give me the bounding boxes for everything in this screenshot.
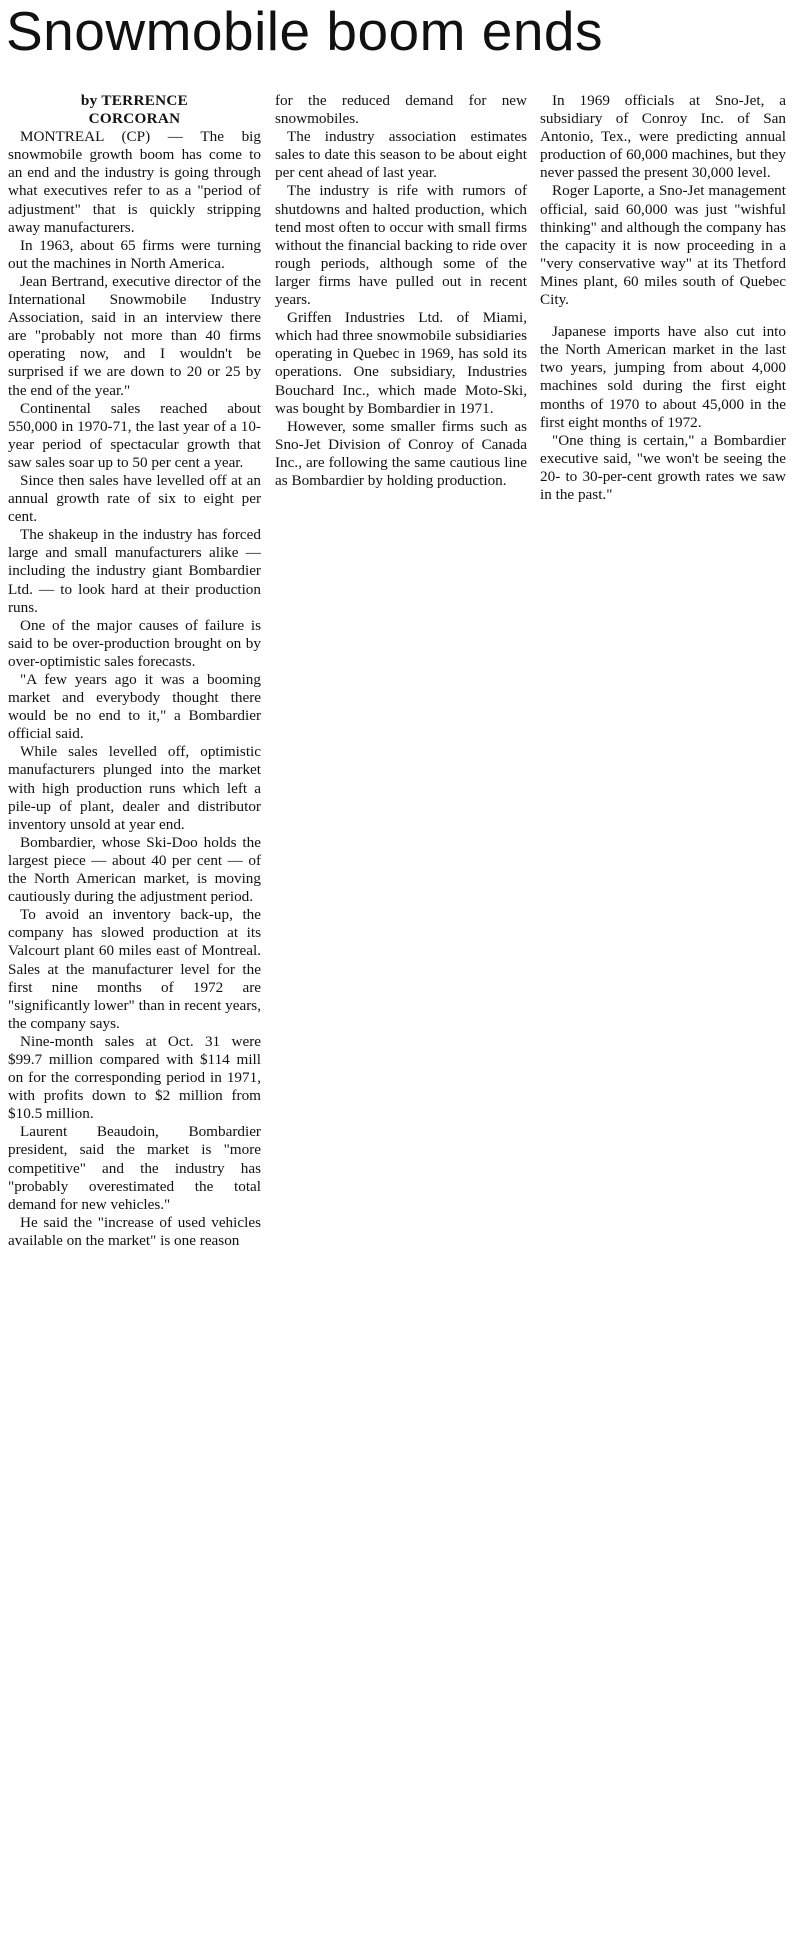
- paragraph: The industry association estimates sales to date this season to be about eight per cent ahead of last year.: [275, 128, 527, 182]
- paragraph: The industry is rife with rumors of shutdowns and halted production, which tend most often to occur with small firms without the financial backing to ride over rough periods, although some of the larger firms have pulled out in recent years.: [275, 182, 527, 309]
- article-column-3: [540, 92, 786, 504]
- byline-name: by TERRENCE: [80, 92, 189, 109]
- paragraph: Continental sales reached about 550,000 in 1970-71, the last year of a 10-year period of spectacular growth that saw sales soar up to 50 per cent a year.: [8, 399, 261, 471]
- paragraph: Japanese imports have also cut into the North American market in the last two years, jumping from about 4,000 machines sold during the first eight months of 1970 to about 45,000 in the first eight months of 1972.: [540, 323, 786, 431]
- article-column-2: [275, 92, 527, 490]
- headline: Snowmobile boom ends: [6, 0, 604, 62]
- paragraph: Roger Laporte, a Sno-Jet management official, said 60,000 was just "wishful thinking" and although the company has the capacity it is now proceeding in a "very conservative way" at its Thetford Mines plant, 60 miles south of Quebec City.: [540, 182, 786, 309]
- paragraph: "A few years ago it was a booming market and everybody thought there would be no end to it," a Bombardier official said.: [8, 671, 261, 743]
- paragraph: MONTREAL (CP) — The big snowmobile growth boom has come to an end and the industry is going through what executives refer to as a "period of adjustment" that is quickly stripping away manufacturers.: [8, 128, 261, 236]
- paragraph: He said the "increase of used vehicles available on the market" is one reason: [8, 1213, 261, 1249]
- paragraph: "One thing is certain," a Bombardier executive said, "we won't be seeing the 20- to 30-per-cent growth rates we saw in the past.": [540, 431, 786, 503]
- paragraph: Since then sales have levelled off at an annual growth rate of six to eight per cent.: [8, 471, 261, 526]
- byline-surname: CORCORAN: [88, 110, 181, 128]
- paragraph: In 1963, about 65 firms were turning out the machines in North America.: [8, 236, 261, 272]
- paragraph: In 1969 officials at Sno-Jet, a subsidiary of Conroy Inc. of San Antonio, Tex., were predicting annual production of 60,000 machines, but they never passed the present 30,000 level.: [540, 92, 786, 182]
- article-column-1: [8, 92, 261, 1250]
- paragraph: To avoid an inventory back-up, the company has slowed production at its Valcourt plant 60 miles east of Montreal. Sales at the manufacturer level for the first nine months of 1972 are "significantly lower" than in recent years, the company says.: [8, 906, 261, 1032]
- paragraph: While sales levelled off, optimistic manufacturers plunged into the market with high production runs which left a pile-up of plant, dealer and distributor inventory unsold at year end.: [8, 743, 261, 833]
- paragraph: Laurent Beaudoin, Bombardier president, said the market is "more competitive" and the industry has "probably overestimated the total demand for new vehicles.": [8, 1123, 261, 1213]
- paragraph: The shakeup in the industry has forced large and small manufacturers alike — including the industry giant Bombardier Ltd. — to look hard at their production runs.: [8, 526, 261, 616]
- paragraph: One of the major causes of failure is said to be over-production brought on by over-optimistic sales forecasts.: [8, 616, 261, 670]
- paragraph: Griffen Industries Ltd. of Miami, which had three snowmobile subsidiaries operating in Quebec in 1969, has sold its operations. One subsidiary, Industries Bouchard Inc., which made Moto-Ski, was bought by Bombardier in 1971.: [275, 309, 527, 417]
- paragraph: However, some smaller firms such as Sno-Jet Division of Conroy of Canada Inc., are following the same cautious line as Bombardier by holding production.: [275, 417, 527, 489]
- paragraph: for the reduced demand for new snowmobiles.: [275, 92, 527, 128]
- paragraph: Bombardier, whose Ski-Doo holds the largest piece — about 40 per cent — of the North American market, is moving cautiously during the adjustment period.: [8, 833, 261, 906]
- paragraph: Jean Bertrand, executive director of the International Snowmobile Industry Association, said in an interview there are "probably not more than 40 firms operating now, and I wouldn't be surprised if we are down to 20 or 25 by the end of the year.": [8, 272, 261, 399]
- paragraph: Nine-month sales at Oct. 31 were $99.7 million compared with $114 mill on for the corresponding period in 1971, with profits down to $2 million from $10.5 million.: [8, 1032, 261, 1123]
